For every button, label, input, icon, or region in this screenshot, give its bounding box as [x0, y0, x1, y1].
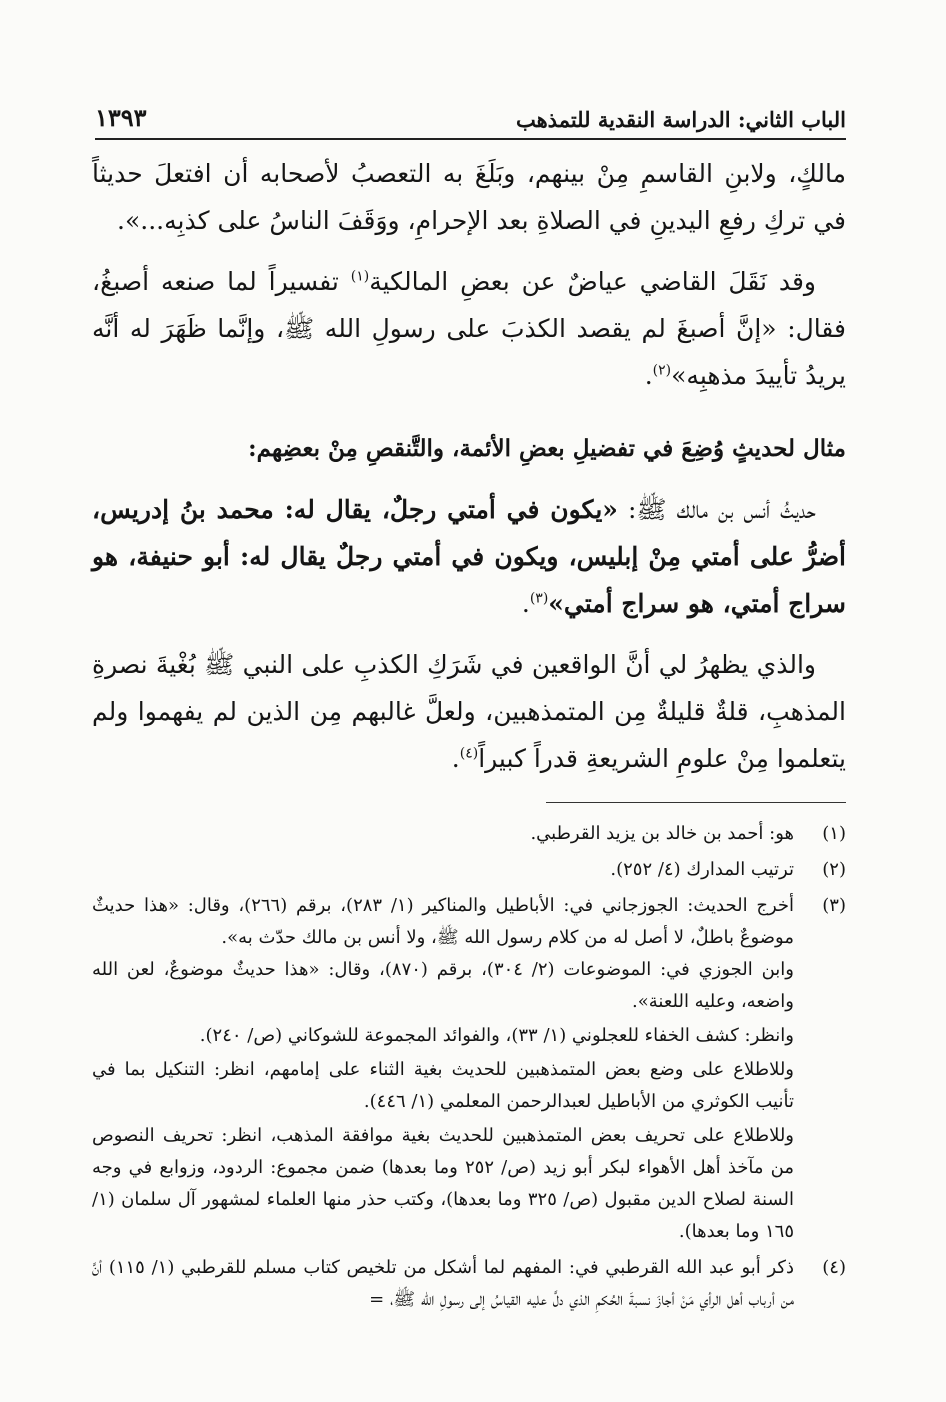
footnote-ref-4[interactable]: (٤) — [459, 745, 479, 762]
paragraph-4: والذي يظهرُ لي أنَّ الواقعين في شَرَكِ الكذبِ على النبي ﷺ بُغْيةَ نصرةِ المذهبِ، قلةٌ قليلةٌ مِن المتمذهبين، ولعلَّ غالبهم مِن الذين لم يفهموا ولم يتعلموا مِنْ علومِ الشريعةِ قدراً كبيراً$^{(٤)}$. — [92, 650, 846, 773]
footnote-1 — [92, 818, 846, 850]
main-text — [92, 150, 846, 796]
footnote-text: وللاطلاع على تحريف بعض المتمذهبين للحديث بغية موافقة المذهب، انظر: تحريف النصوص من مآخذ أهل الأهواء لبكر أبو زيد (ص/ ٢٥٢ وما بعدها) ضمن مجموع: الردود، وزوابع في وجه السنة لصلاح الدين مقبول (ص/ ٣٢٥ وما بعدها)، وكتب حذر منها العلماء لمشهور آل سلمان (١/ ١٦٥ وما بعدها). — [92, 1125, 795, 1242]
footnote-text: أخرج الحديث: الجوزجاني في: الأباطيل والمناكير (١/ ٢٨٣)، برقم (٢٦٦)، وقال: «هذا حديثٌ موضوعٌ باطلٌ، لا أصل له من كلام رسول الله ﷺ، ولا أنس بن مالك حدّث به». — [92, 895, 795, 948]
footnote-text: وانظر: كشف الخفاء للعجلوني (١/ ٣٣)، والفوائد المجموعة للشوكاني (ص/ ٢٤٠). — [199, 1025, 794, 1046]
footnote-number: (٣) — [822, 895, 846, 916]
footnote-number: (٢) — [822, 859, 846, 880]
footnote-separator — [546, 802, 846, 803]
footnote-number: (٤) — [822, 1257, 846, 1278]
footnote-2 — [92, 854, 846, 886]
page-number: ١٣٩٣ — [95, 103, 147, 132]
page-header — [95, 100, 846, 140]
footnotes — [92, 818, 846, 1320]
footnote-text: ذكر أبو عبد الله القرطبي في: المفهم لما أشكل من تلخيص كتاب مسلم للقرطبي (١/ ١١٥) أنَّ من أرباب أهل الرأي مَنْ أجازَ نسبةَ الحُكمِ الذي دلَّ عليه القياسُ إلى رسولِ الله ﷺ، = — [92, 1257, 794, 1310]
paragraph-2: وقد نَقَلَ القاضي عياضٌ عن بعضِ المالكية$^{(١)}$ تفسيراً لما صنعه أصبغُ، فقال: «إنَّ أصبغَ لم يقصد الكذبَ على رسولِ الله ﷺ، وإنَّما ظَهَرَ له أنَّه يريدُ تأييدَ مذهبِه»$^{(٢)}$. — [92, 267, 846, 390]
running-title: الباب الثاني: الدراسة النقدية للتمذهب — [515, 107, 846, 132]
footnote-ref-3[interactable]: (٣) — [529, 590, 549, 607]
footnote-text: هو: أحمد بن خالد بن يزيد القرطبي. — [530, 823, 794, 844]
footnote-ref-1[interactable]: (١) — [350, 268, 370, 285]
footnote-4 — [92, 1252, 846, 1316]
footnote-text: ترتيب المدارك (٤/ ٢٥٢). — [610, 859, 794, 880]
footnote-text: وللاطلاع على وضع بعض المتمذهبين للحديث بغية الثناء على إمامهم، انظر: التنكيل بما في تأنيب الكوثري من الأباطيل لعبدالرحمن المعلمي (١/ ٤٤٦). — [92, 1059, 794, 1112]
footnote-ref-2[interactable]: (٢) — [652, 362, 672, 379]
paragraph-3: حديثُ أنس بن مالك ﷺ: «يكون في أمتي رجلٌ، يقال له: محمد بنُ إدريس، أضرُّ على أمتي مِنْ إبليس، ويكون في أمتي رجلٌ يقال له: أبو حنيفة، هو سراج أمتي، هو سراج أمتي»$^{(٣)}$. — [92, 495, 846, 618]
paragraph-1: مالكٍ، ولابنِ القاسمِ مِنْ بينهم، وبَلَغَ به التعصبُ لأصحابه أن افتعلَ حديثاً في تركِ رفعِ اليدينِ في الصلاةِ بعد الإحرامِ، ووَقَفَ الناسُ على كذبِه...». — [92, 159, 846, 235]
footnote-text: وابن الجوزي في: الموضوعات (٢/ ٣٠٤)، برقم (٨٧٠)، وقال: «هذا حديثٌ موضوعٌ، لعن الله واضعه، وعليه اللعنة». — [92, 959, 795, 1012]
hadith-quote: «يكون في أمتي رجلٌ، يقال له: محمد بنُ إدريس، أضرُّ على أمتي مِنْ إبليس، ويكون في أمتي رجلٌ يقال له: أبو حنيفة، هو سراج أمتي، هو سراج أمتي» — [92, 495, 846, 618]
section-heading: مثال لحديثٍ وُضِعَ في تفضيلِ بعضِ الأئمة، والتَّنقصِ مِنْ بعضِهم: — [248, 435, 846, 462]
footnote-number: (١) — [822, 823, 846, 844]
footnote-3 — [92, 890, 846, 1248]
